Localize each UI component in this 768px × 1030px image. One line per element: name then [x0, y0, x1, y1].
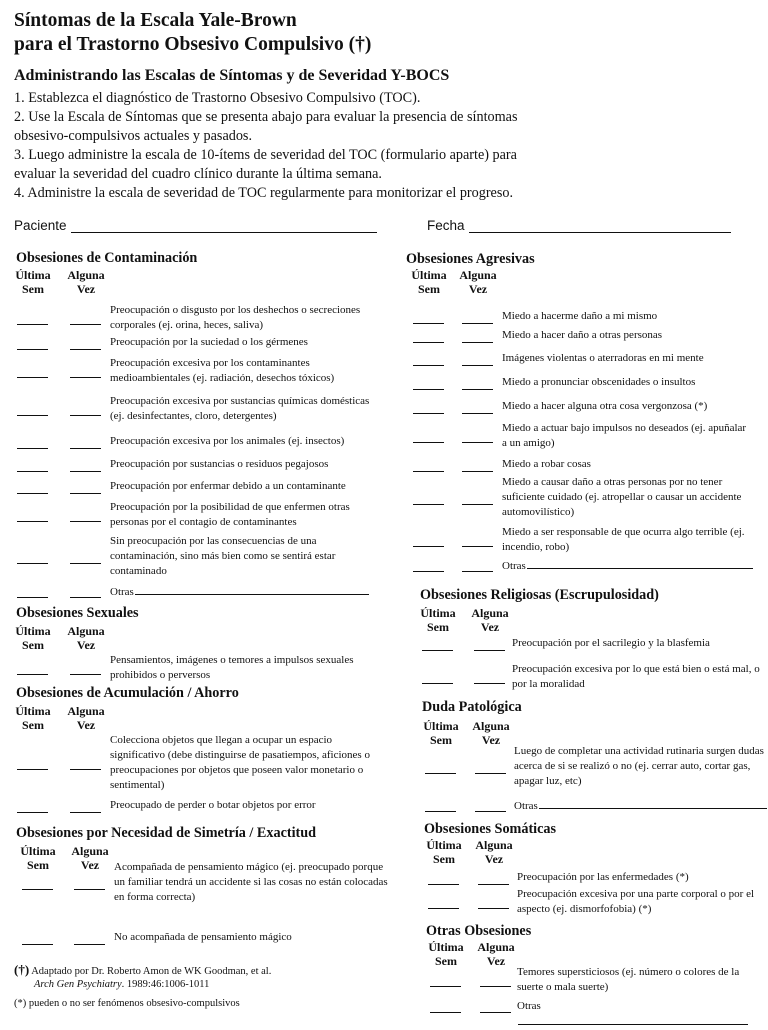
ever-blank[interactable] [70, 324, 101, 325]
symptom-text: Preocupación excesiva por los animales (ej. insectos) [110, 435, 345, 447]
column-header-last-week: Última Sem [15, 268, 51, 296]
other-symptom [110, 584, 369, 600]
last-week-blank[interactable] [17, 812, 48, 813]
column-header-last-week: Última Sem [428, 940, 464, 968]
other-line[interactable] [135, 584, 369, 595]
section-title: Obsesiones de Contaminación [16, 250, 198, 266]
last-week-blank[interactable] [17, 563, 48, 564]
symptom-text: Preocupación por enfermar debido a un contaminante [110, 480, 346, 492]
symptom-text: Preocupación por la suciedad o los gérmenes [110, 336, 308, 348]
ever-blank[interactable] [462, 323, 493, 324]
symptom-text: Miedo a hacerme daño a mi mismo [502, 310, 658, 322]
symptom-text: Miedo a causar daño a otras personas por no tener suficiente cuidado (ej. atropellar o causar un accidente automovilístico) [502, 476, 742, 518]
symptom-text: Miedo a hacer alguna otra cosa vergonzosa (*) [502, 400, 708, 412]
ever-blank[interactable] [70, 448, 101, 449]
column-header-last-week: Última Sem [15, 624, 51, 652]
symptom-text: Colecciona objetos que llegan a ocupar un espacio significativo (debe distinguirse de pasatiempos, aficiones o preocupaciones por objetos que poseen valor monetario o sentimental) [110, 734, 370, 791]
last-week-blank[interactable] [425, 811, 456, 812]
ever-blank[interactable] [474, 683, 505, 684]
last-week-blank[interactable] [430, 1012, 461, 1013]
column-header-last-week: Última Sem [411, 268, 447, 296]
symptom-text: Preocupación por las enfermedades (*) [517, 871, 689, 883]
last-week-blank[interactable] [413, 389, 444, 390]
section-title: Duda Patológica [422, 699, 522, 715]
column-header-ever: Alguna Vez [67, 268, 105, 296]
last-week-blank[interactable] [17, 674, 48, 675]
symptom-text: Preocupación por sustancias o residuos pegajosos [110, 458, 329, 470]
symptom-text: Preocupación por la posibilidad de que enfermen otras personas por el contagio de contaminantes [110, 501, 350, 528]
last-week-blank[interactable] [413, 546, 444, 547]
page-title [14, 9, 371, 57]
ever-blank[interactable] [480, 1012, 511, 1013]
instruction-line: 1. Establezca el diagnóstico de Trastorno Obsesivo Compulsivo (TOC). [14, 90, 421, 106]
symptom-text: No acompañada de pensamiento mágico [114, 931, 292, 943]
instructions [14, 89, 594, 203]
admin-title: Administrando las Escalas de Síntomas y de Severidad Y-BOCS [14, 67, 450, 84]
column-header-last-week: Última Sem [420, 606, 456, 634]
last-week-blank[interactable] [17, 471, 48, 472]
instruction-line: 3. Luego administre la escala de 10-ítems de severidad del TOC (formulario aparte) para [14, 147, 517, 163]
symptom-text: Luego de completar una actividad rutinaria surgen dudas acerca de si se realizó o no (ej. cerrar auto, cortar gas, apagar luz, etc) [514, 745, 764, 787]
column-header-last-week: Última Sem [426, 838, 462, 866]
last-week-blank[interactable] [17, 324, 48, 325]
section-title: Obsesiones Sexuales [16, 605, 139, 621]
symptom-text: Pensamientos, imágenes o temores a impulsos sexuales prohibidos o perversos [110, 654, 354, 681]
last-week-blank[interactable] [17, 769, 48, 770]
column-header-ever: Alguna Vez [67, 624, 105, 652]
column-header-last-week: Última Sem [20, 844, 56, 872]
other-label: Otras [502, 560, 526, 572]
symptom-text: Temores supersticiosos (ej. número o colores de la suerte o mala suerte) [517, 966, 740, 993]
symptom-text: Preocupación por el sacrilegio y la blasfemia [512, 637, 710, 649]
other-line[interactable] [518, 1014, 748, 1025]
date-line[interactable] [469, 218, 731, 233]
last-week-blank[interactable] [425, 773, 456, 774]
column-header-last-week: Última Sem [423, 719, 459, 747]
instruction-line: obsesivo-compulsivos actuales y pasados. [14, 128, 252, 144]
ever-blank[interactable] [478, 884, 509, 885]
other-label: Otras [517, 1000, 541, 1012]
date-field [427, 218, 731, 233]
ever-blank[interactable] [70, 415, 101, 416]
ever-blank[interactable] [462, 442, 493, 443]
instruction-line: evaluar la severidad del cuadro clínico durante la última semana. [14, 166, 382, 182]
ever-blank[interactable] [70, 349, 101, 350]
last-week-blank[interactable] [413, 571, 444, 572]
ever-blank[interactable] [462, 471, 493, 472]
column-header-ever: Alguna Vez [459, 268, 497, 296]
last-week-blank[interactable] [430, 986, 461, 987]
patient-field [14, 218, 377, 233]
last-week-blank[interactable] [413, 365, 444, 366]
ever-blank[interactable] [70, 377, 101, 378]
symptom-text: Preocupado de perder o botar objetos por error [110, 799, 316, 811]
last-week-blank[interactable] [413, 442, 444, 443]
column-header-ever: Alguna Vez [67, 704, 105, 732]
section-title: Obsesiones Agresivas [406, 251, 535, 267]
instruction-line: 2. Use la Escala de Síntomas que se presenta abajo para evaluar la presencia de síntomas [14, 109, 518, 125]
symptom-text: Preocupación excesiva por lo que está bien o está mal, o por la moralidad [512, 663, 760, 690]
ever-blank[interactable] [478, 908, 509, 909]
symptom-text: Preocupación excesiva por los contaminantes medioambientales (ej. radiación, desechos tóxicos) [110, 357, 335, 384]
other-symptom [517, 999, 768, 1030]
symptom-text: Preocupación excesiva por una parte corporal o por el aspecto (ej. dismorfofobia) (*) [517, 888, 755, 915]
symptom-text: Miedo a hacer daño a otras personas [502, 329, 663, 341]
other-label: Otras [110, 586, 134, 598]
other-symptom [514, 798, 767, 814]
last-week-blank[interactable] [22, 889, 53, 890]
symptom-text: Preocupación o disgusto por los deshechos o secreciones corporales (ej. orina, heces, saliva) [110, 304, 361, 331]
last-week-blank[interactable] [17, 415, 48, 416]
symptom-text: Miedo a ser responsable de que ocurra algo terrible (ej. incendio, robo) [502, 526, 745, 553]
last-week-blank[interactable] [17, 377, 48, 378]
last-week-blank[interactable] [428, 884, 459, 885]
other-line[interactable] [527, 558, 753, 569]
last-week-blank[interactable] [413, 471, 444, 472]
last-week-blank[interactable] [17, 493, 48, 494]
symptom-text: Acompañada de pensamiento mágico (ej. preocupado porque un familiar tendrá un accidente si las cosas no están colocadas en forma correcta) [114, 861, 388, 903]
footnote-star: (*) pueden o no ser fenómenos obsesivo-compulsivos [14, 998, 240, 1009]
symptom-text: Imágenes violentas o aterradoras en mi mente [502, 352, 704, 364]
ever-blank[interactable] [74, 889, 105, 890]
column-header-ever: Alguna Vez [71, 844, 109, 872]
ever-blank[interactable] [70, 674, 101, 675]
last-week-blank[interactable] [422, 650, 453, 651]
last-week-blank[interactable] [413, 504, 444, 505]
last-week-blank[interactable] [22, 944, 53, 945]
ever-blank[interactable] [70, 521, 101, 522]
ever-blank[interactable] [74, 944, 105, 945]
title-line-2: para el Trastorno Obsesivo Compulsivo (†) [14, 34, 372, 55]
ever-blank[interactable] [70, 471, 101, 472]
symptom-text: Preocupación excesiva por sustancias químicas domésticas (ej. desinfectantes, cloro, detergentes) [110, 395, 370, 422]
ever-blank[interactable] [480, 986, 511, 987]
title-line-1: Síntomas de la Escala Yale-Brown [14, 10, 297, 31]
section-title: Obsesiones Somáticas [424, 821, 557, 837]
instruction-line: 4. Administre la escala de severidad de TOC regularmente para monitorizar el progreso. [14, 185, 514, 201]
last-week-blank[interactable] [413, 413, 444, 414]
ever-blank[interactable] [70, 769, 101, 770]
column-header-ever: Alguna Vez [477, 940, 515, 968]
last-week-blank[interactable] [17, 349, 48, 350]
symptom-text: Miedo a pronunciar obscenidades o insultos [502, 376, 696, 388]
ever-blank[interactable] [70, 812, 101, 813]
ever-blank[interactable] [462, 504, 493, 505]
ever-blank[interactable] [462, 413, 493, 414]
column-header-ever: Alguna Vez [472, 719, 510, 747]
footnote-citation: . 1989:46:1006-1011 [121, 979, 210, 990]
column-header-last-week: Última Sem [15, 704, 51, 732]
column-header-ever: Alguna Vez [471, 606, 509, 634]
symptom-text: Miedo a robar cosas [502, 458, 591, 470]
last-week-blank[interactable] [422, 683, 453, 684]
section-title: Obsesiones Religiosas (Escrupulosidad) [420, 587, 659, 603]
ever-blank[interactable] [70, 563, 101, 564]
footnote-adapted [14, 963, 271, 991]
last-week-blank[interactable] [413, 323, 444, 324]
last-week-blank[interactable] [413, 342, 444, 343]
section-title: Obsesiones por Necesidad de Simetría / Exactitud [16, 825, 317, 841]
last-week-blank[interactable] [17, 448, 48, 449]
symptom-text: Miedo a actuar bajo impulsos no deseados (ej. apuñalar a un amigo) [502, 422, 747, 449]
other-label: Otras [514, 800, 538, 812]
section-title: Otras Obsesiones [426, 923, 532, 939]
ever-blank[interactable] [70, 493, 101, 494]
ever-blank[interactable] [462, 365, 493, 366]
last-week-blank[interactable] [428, 908, 459, 909]
last-week-blank[interactable] [17, 521, 48, 522]
footnote-adapted-text: Adaptado por Dr. Roberto Amon de WK Goodman, et al. [31, 966, 272, 977]
ever-blank[interactable] [462, 342, 493, 343]
last-week-blank[interactable] [17, 597, 48, 598]
other-line[interactable] [539, 798, 767, 809]
symptom-text: Sin preocupación por las consecuencias de una contaminación, sino más bien como se sentirá estar contaminado [110, 535, 336, 577]
other-symptom [502, 558, 753, 574]
date-label: Fecha [427, 218, 465, 233]
section-title: Obsesiones de Acumulación / Ahorro [16, 685, 239, 701]
column-header-ever: Alguna Vez [475, 838, 513, 866]
ever-blank[interactable] [475, 773, 506, 774]
ever-blank[interactable] [462, 389, 493, 390]
ever-blank[interactable] [462, 546, 493, 547]
footnote-journal: Arch Gen Psychiatry [34, 979, 122, 990]
ever-blank[interactable] [474, 650, 505, 651]
patient-label: Paciente [14, 218, 67, 233]
ever-blank[interactable] [475, 811, 506, 812]
ever-blank[interactable] [462, 571, 493, 572]
patient-line[interactable] [71, 218, 377, 233]
dagger-symbol: (†) [14, 962, 30, 977]
ever-blank[interactable] [70, 597, 101, 598]
